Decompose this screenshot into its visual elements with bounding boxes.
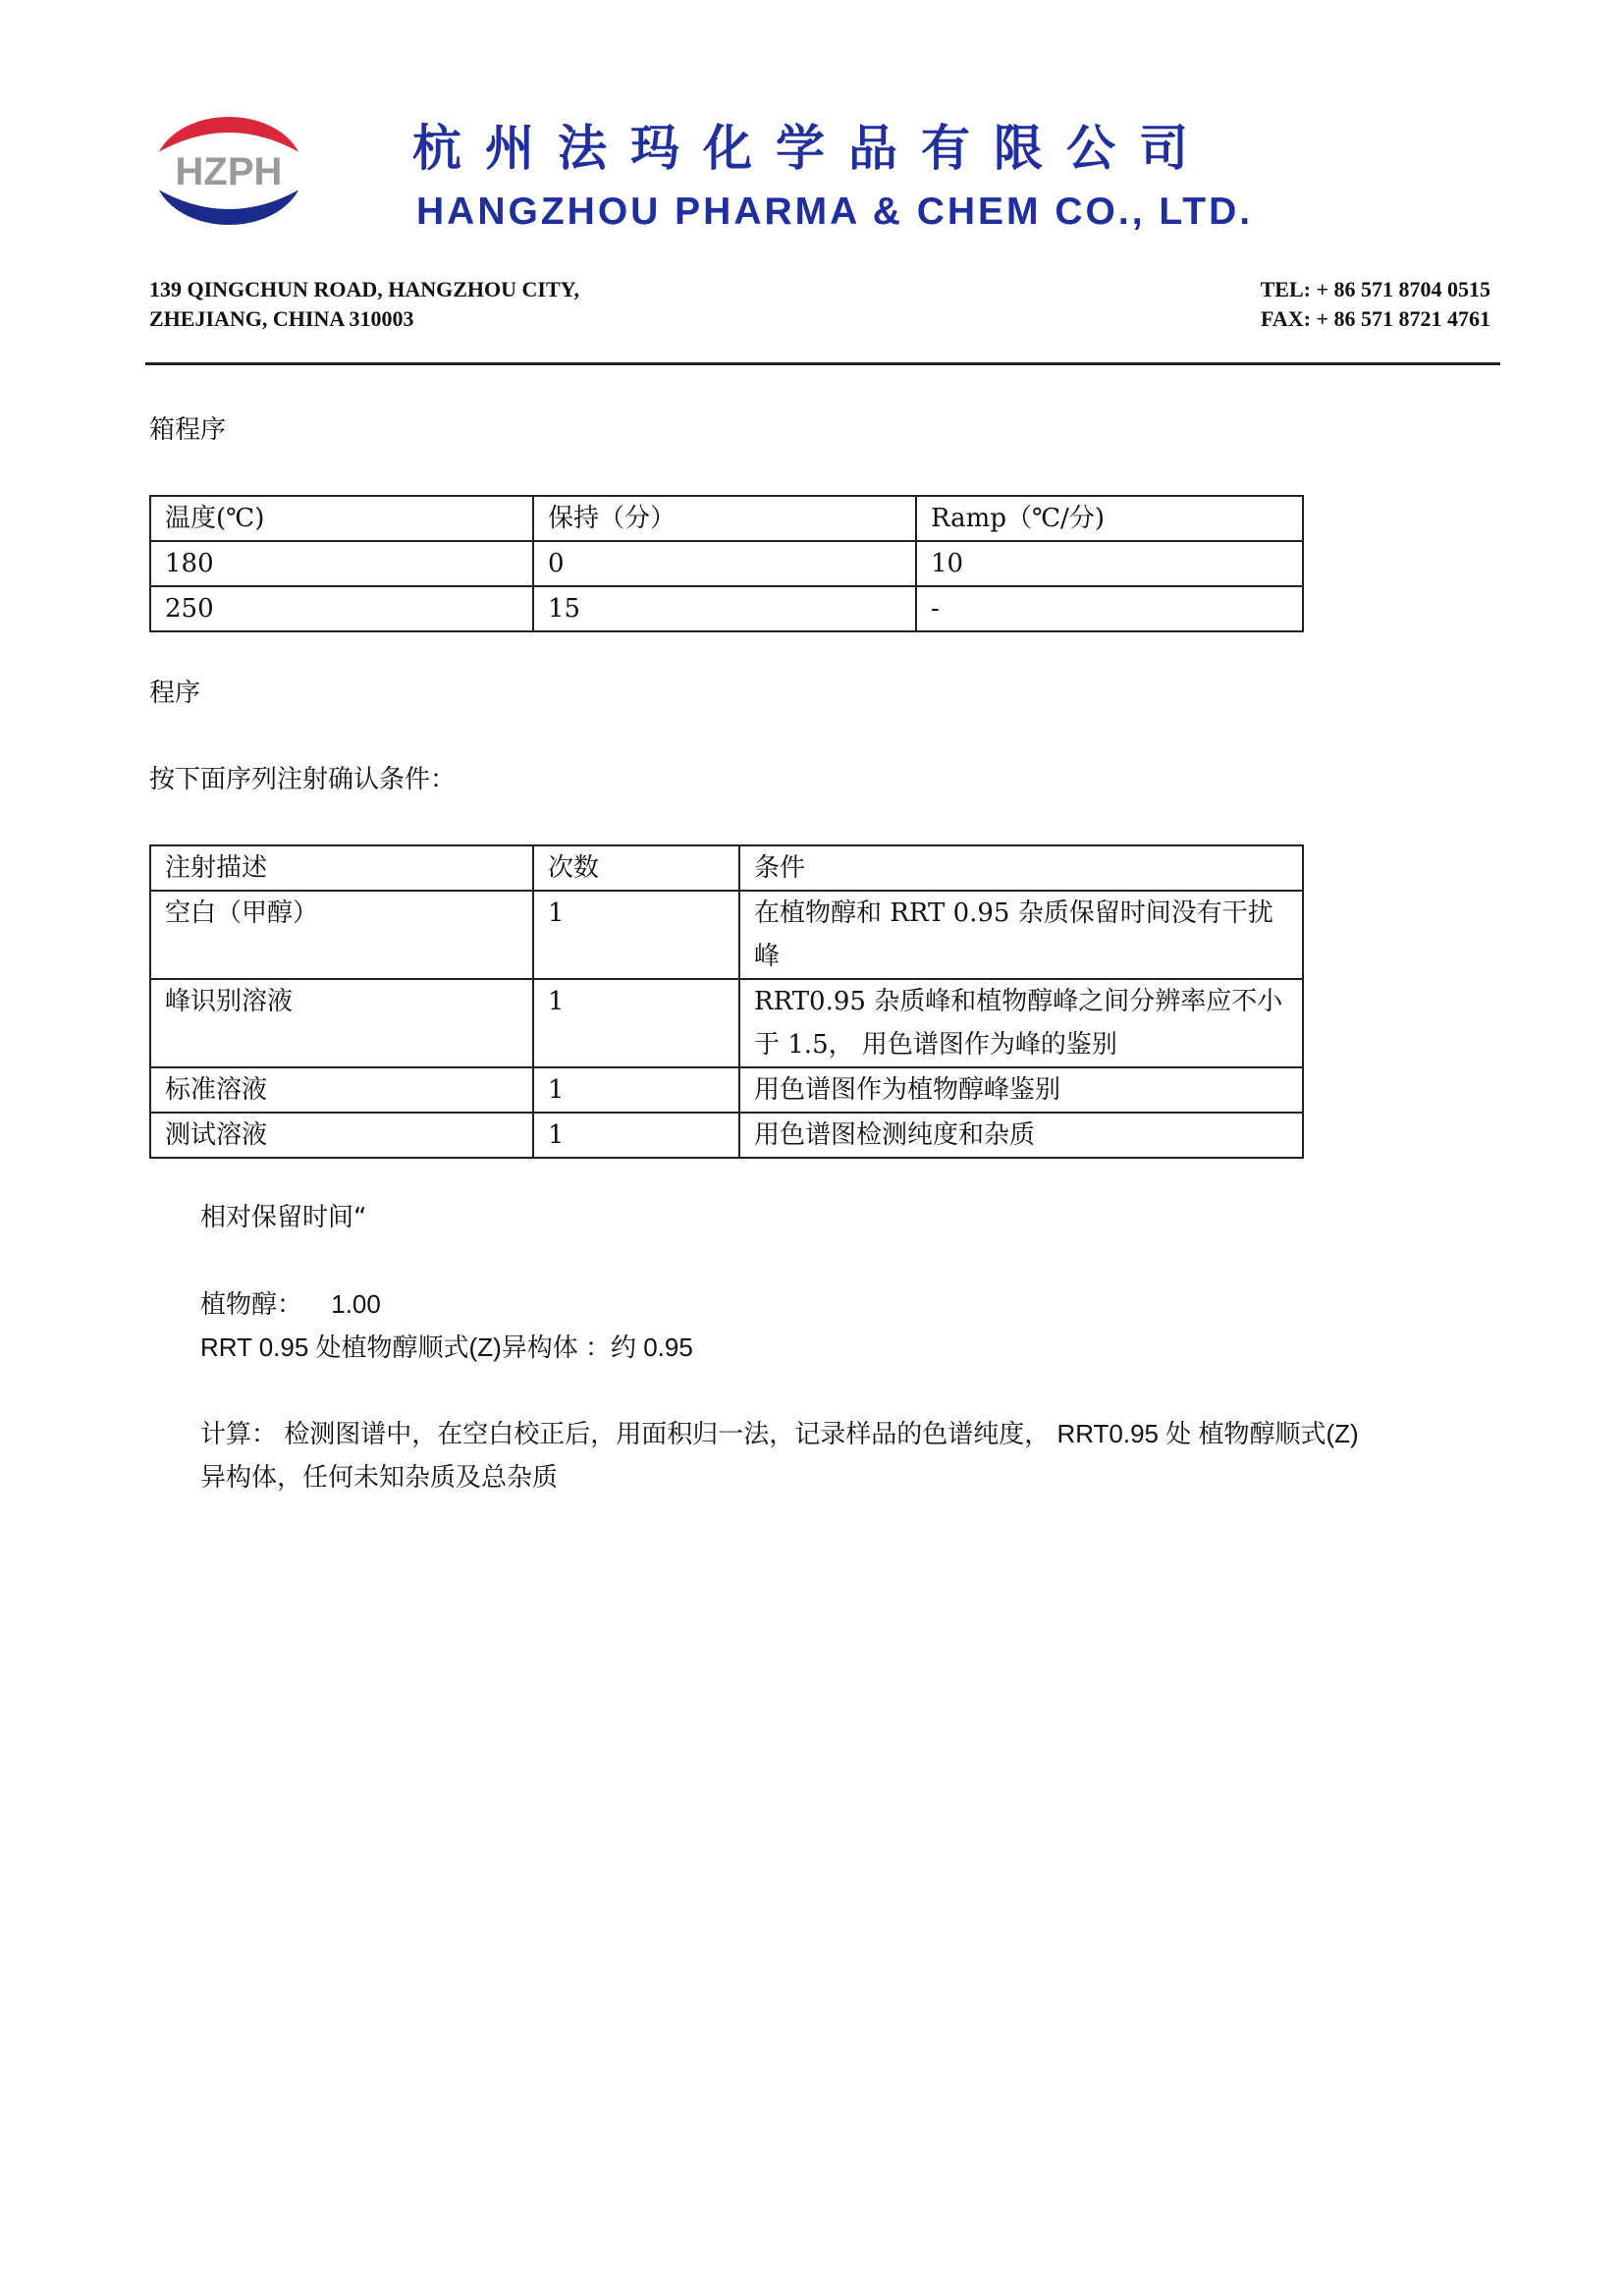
- column-header: 温度(℃): [150, 496, 533, 541]
- calculation-line-2: 异构体，任何未知杂质及总杂质: [200, 1462, 559, 1492]
- company-contact: [1261, 275, 1490, 334]
- company-logo: [153, 116, 304, 226]
- table-header-row: [150, 496, 1303, 541]
- table-cell: 1: [533, 979, 739, 1067]
- table-cell: -: [916, 586, 1303, 631]
- table-cell: 空白（甲醇）: [150, 891, 533, 979]
- table-cell: 在植物醇和 RRT 0.95 杂质保留时间没有干扰峰: [739, 891, 1303, 979]
- fax: FAX: + 86 571 8721 4761: [1261, 306, 1490, 331]
- injection-sequence-table: [149, 844, 1304, 1159]
- table-cell: 10: [916, 541, 1303, 586]
- phytol-label: 植物醇：: [200, 1289, 303, 1319]
- logo-text: HZPH: [175, 150, 283, 193]
- table-cell: 峰识别溶液: [150, 979, 533, 1067]
- oven-program-heading: 箱程序: [149, 415, 227, 445]
- table-row: [150, 1113, 1303, 1158]
- table-cell: 1: [533, 1113, 739, 1158]
- telephone: TEL: + 86 571 8704 0515: [1260, 277, 1490, 301]
- column-header: 保持（分）: [533, 496, 916, 541]
- company-name-en: HANGZHOU PHARMA & CHEM CO., LTD.: [416, 190, 1254, 233]
- phytol-value: 1.00: [331, 1289, 381, 1319]
- table-cell: 250: [150, 586, 533, 631]
- table-cell: 0: [533, 541, 916, 586]
- rrt-phytol-line: [200, 1282, 381, 1326]
- address-line-1: 139 QINGCHUN ROAD, HANGZHOU CITY,: [149, 277, 580, 301]
- table-cell: 用色谱图作为植物醇峰鉴别: [739, 1067, 1303, 1113]
- column-header: 注射描述: [150, 845, 533, 891]
- table-row: [150, 1067, 1303, 1113]
- logo-emblem-icon: [153, 116, 304, 226]
- column-header: Ramp（℃/分): [916, 496, 1303, 541]
- table-cell: 15: [533, 586, 916, 631]
- table-cell: RRT0.95 杂质峰和植物醇峰之间分辨率应不小于 1.5， 用色谱图作为峰的鉴别: [739, 979, 1303, 1067]
- table-cell: 180: [150, 541, 533, 586]
- company-name-cn: 杭州法玛化学品有限公司: [412, 119, 1212, 177]
- table-row: [150, 891, 1303, 979]
- header-divider: [145, 362, 1500, 365]
- address-line-2: ZHEJIANG, CHINA 310003: [149, 306, 414, 331]
- table-cell: 1: [533, 1067, 739, 1113]
- table-cell: 用色谱图检测纯度和杂质: [739, 1113, 1303, 1158]
- column-header: 次数: [533, 845, 739, 891]
- calculation-line-1: 计算： 检测图谱中，在空白校正后，用面积归一法，记录样品的色谱纯度， RRT0.95 处 植物醇顺式(Z): [200, 1419, 1359, 1448]
- oven-program-table: [149, 495, 1304, 632]
- table-row: [150, 541, 1303, 586]
- table-header-row: [150, 845, 1303, 891]
- procedure-heading: 程序: [149, 679, 201, 708]
- table-cell: 1: [533, 891, 739, 979]
- table-cell: 标准溶液: [150, 1067, 533, 1113]
- procedure-intro: 按下面序列注射确认条件：: [149, 765, 457, 794]
- rrt-isomer-line: RRT 0.95 处植物醇顺式(Z)异构体 ：约 0.95: [200, 1333, 693, 1362]
- table-cell: 测试溶液: [150, 1113, 533, 1158]
- company-address: [149, 275, 579, 334]
- column-header: 条件: [739, 845, 1303, 891]
- table-row: [150, 586, 1303, 631]
- rrt-heading: 相对保留时间“: [200, 1203, 367, 1232]
- table-row: [150, 979, 1303, 1067]
